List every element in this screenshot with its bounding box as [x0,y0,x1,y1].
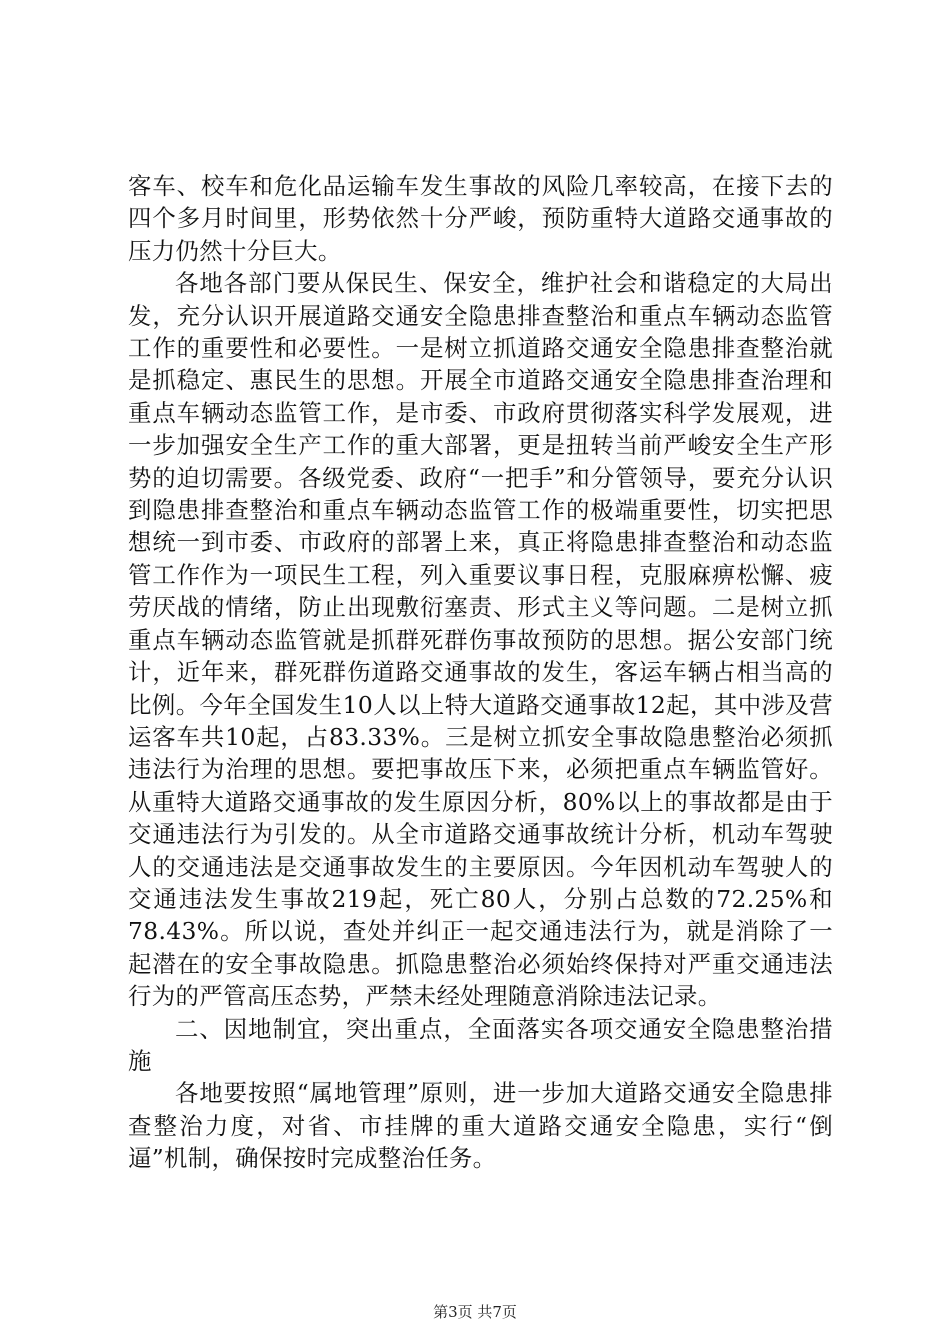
paragraph-continuation: 客车、校车和危化品运输车发生事故的风险几率较高，在接下去的四个多月时间里，形势依然十分严峻，预防重特大道路交通事故的压力仍然十分巨大。 [128,172,833,265]
paragraph-importance: 各地各部门要从保民生、保安全，维护社会和谐稳定的大局出发，充分认识开展道路交通安全隐患排查整治和重点车辆动态监管工作的重要性和必要性。一是树立抓道路交通安全隐患排查整治就是抓稳定、惠民生的思想。开展全市道路交通安全隐患排查治理和重点车辆动态监管工作，是市委、市政府贯彻落实科学发展观，进一步加强安全生产工作的重大部署，更是扭转当前严峻安全生产形势的迫切需要。各级党委、政府“一把手”和分管领导，要充分认识到隐患排查整治和重点车辆动态监管工作的极端重要性，切实把思想统一到市委、市政府的部署上来，真正将隐患排查整治和动态监管工作作为一项民生工程，列入重要议事日程，克服麻痹松懈、疲劳厌战的情绪，防止出现敷衍塞责、形式主义等问题。二是树立抓重点车辆动态监管就是抓群死群伤事故预防的思想。据公安部门统计，近年来，群死群伤道路交通事故的发生，客运车辆占相当高的比例。今年全国发生10人以上特大道路交通事故12起，其中涉及营运客车共10起，占83.33%。三是树立抓安全事故隐患整治必须抓违法行为治理的思想。要把事故压下来，必须把重点车辆监管好。从重特大道路交通事故的发生原因分析，80%以上的事故都是由于交通违法行为引发的。从全市道路交通事故统计分析，机动车驾驶人的交通违法是交通事故发生的主要原因。今年因机动车驾驶人的交通违法发生事故219起，死亡80人，分别占总数的72.25%和78.43%。所以说，查处并纠正一起交通违法行为，就是消除了一起潜在的安全事故隐患。抓隐患整治必须始终保持对严重交通违法行为的严管高压态势，严禁未经处理随意消除违法记录。 [128,269,833,1011]
document-body [128,170,833,1175]
paragraph-measures: 各地要按照“属地管理”原则，进一步加大道路交通安全隐患排查整治力度，对省、市挂牌的重大道路交通安全隐患，实行“倒逼”机制，确保按时完成整治任务。 [128,1079,833,1173]
page-number-footer: 第3页 共7页 [433,1303,517,1321]
section-heading: 二、因地制宜，突出重点，全面落实各项交通安全隐患整治措施 [128,1014,833,1075]
